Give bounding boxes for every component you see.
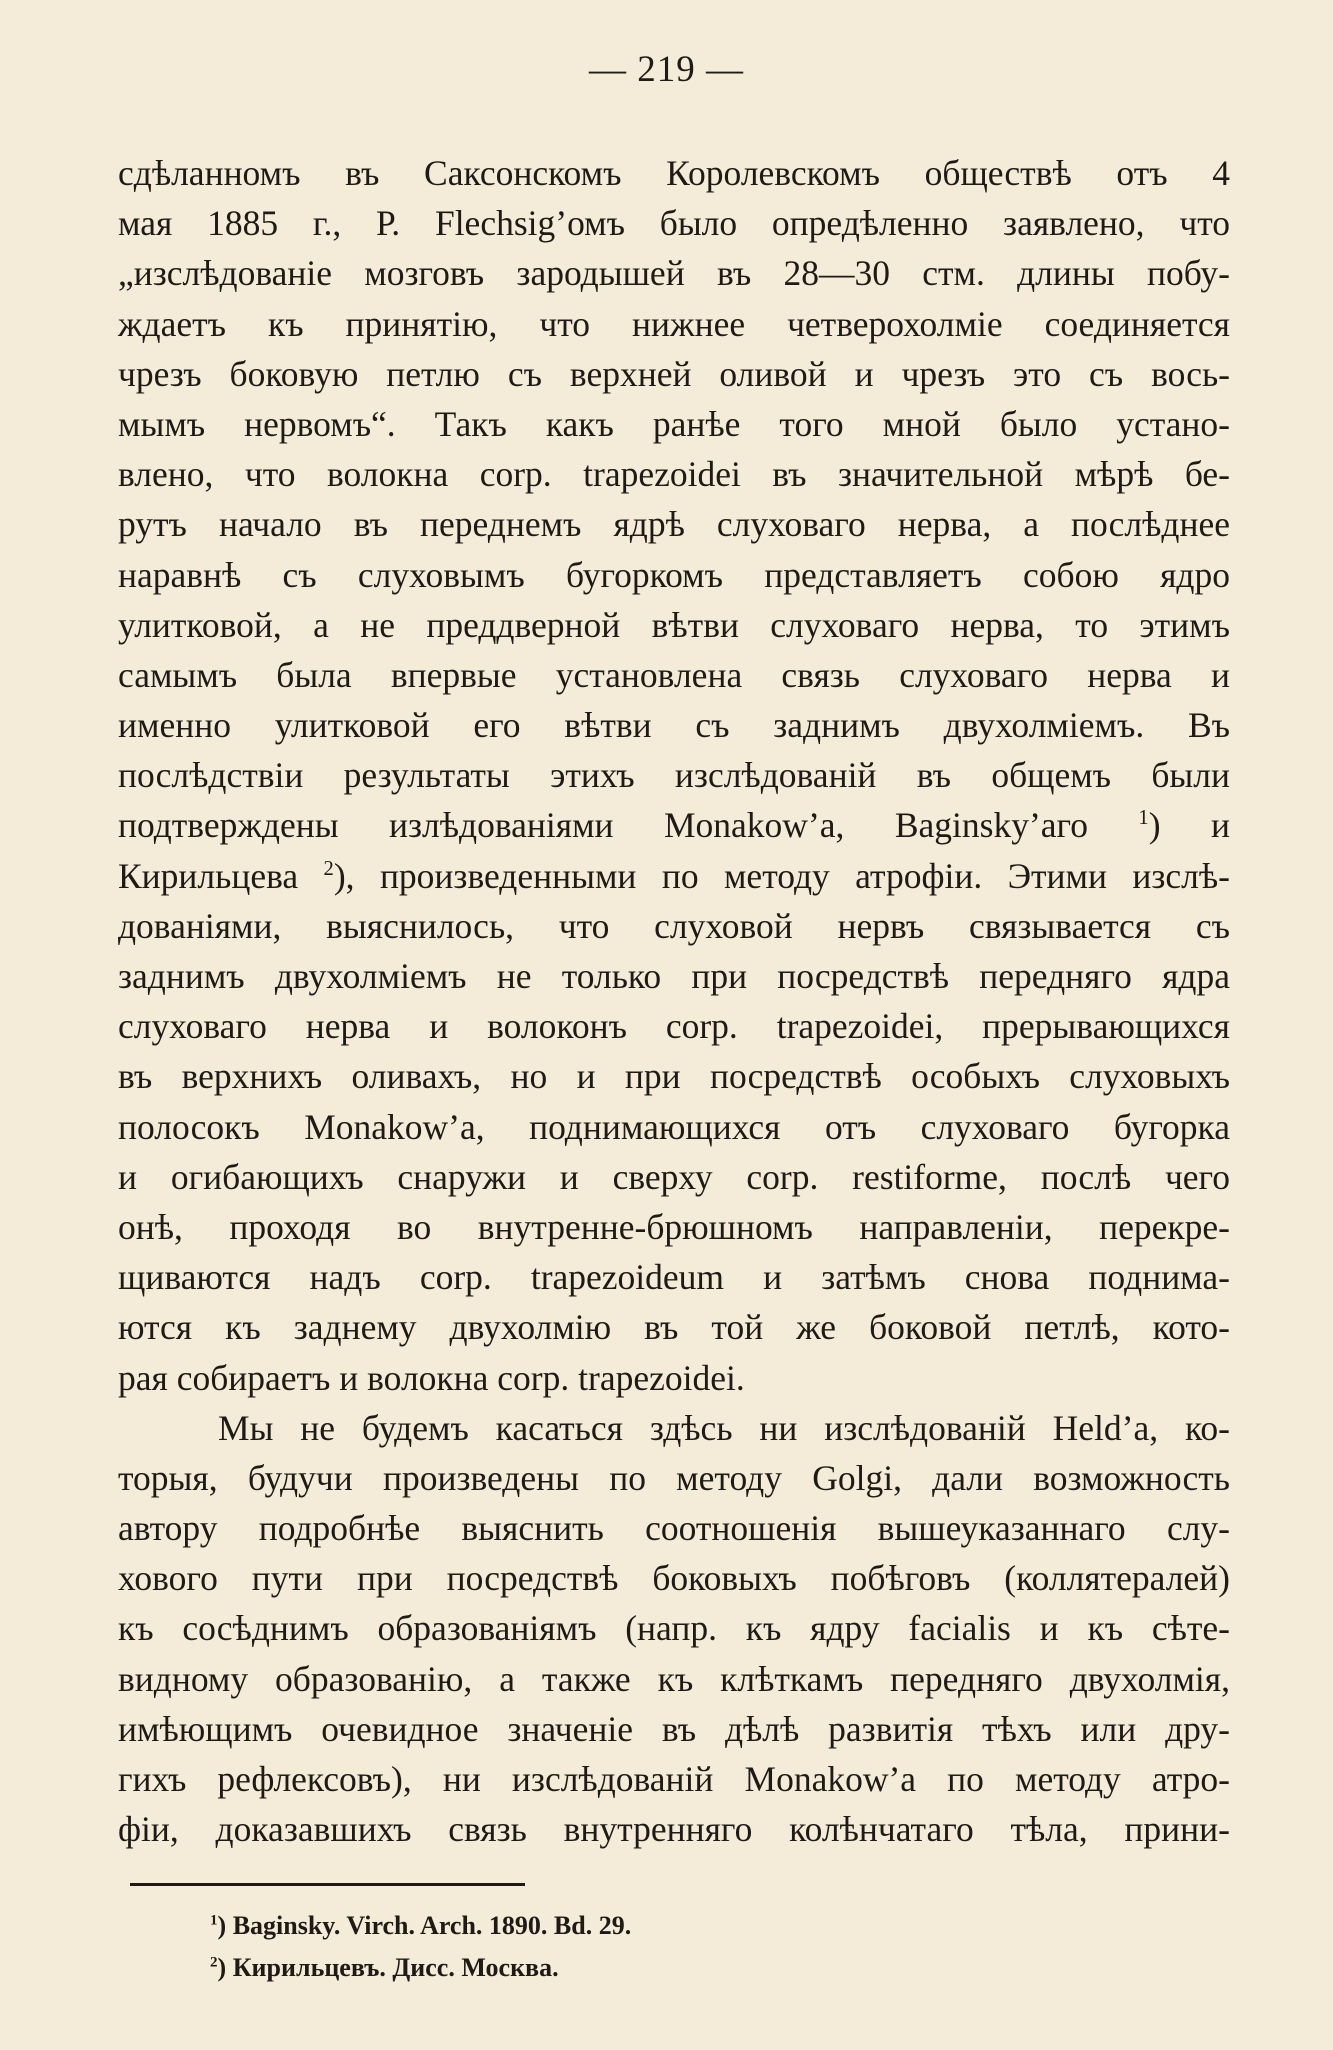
text-line: въ верхнихъ оливахъ, но и при посредствѣ особыхъ слуховыхъ <box>118 1056 1230 1097</box>
page-number: — 219 — <box>589 49 744 90</box>
footnote-text: ) Кирильцевъ. Дисс. Москва. <box>217 1953 559 1982</box>
text-line: гихъ рефлексовъ), ни изслѣдованій Monakow’a по методу атро- <box>118 1759 1230 1799</box>
text-line: ждаетъ къ принятію, что нижнее четверохолміе соединяется <box>118 303 1230 344</box>
text-line: самымъ была впервые установлена связь слуховаго нерва и <box>118 654 1230 695</box>
paragraph-start-line: Мы не будемъ касаться здѣсь ни изслѣдованій Held’a, ко- <box>218 1407 1230 1448</box>
text-line: полосокъ Monakow’a, поднимающихся отъ слуховаго бугорка <box>118 1106 1230 1147</box>
footnote-ref-1[interactable]: 1 <box>1138 807 1149 830</box>
text-line: имѣющимъ очевидное значеніе въ дѣлѣ развитія тѣхъ или дру- <box>118 1708 1230 1749</box>
text-line: и огибающихъ снаружи и сверху corp. restiforme, послѣ чего <box>118 1156 1230 1197</box>
text-line: хового пути при посредствѣ боковыхъ побѣговъ (коллятералей) <box>118 1558 1230 1599</box>
text-segment: ) и <box>1148 805 1230 846</box>
footnote-2 <box>210 1947 631 1989</box>
text-line: наравнѣ съ слуховымъ бугоркомъ представляетъ собою ядро <box>118 554 1230 595</box>
text-line: щиваются надъ corp. trapezoideum и затѣмъ снова поднима- <box>118 1257 1230 1298</box>
text-line: чрезъ боковую петлю съ верхней оливой и чрезъ это съ вось- <box>118 353 1230 394</box>
footnote-marker: 1 <box>210 1912 218 1929</box>
footnote-text: ) Baginsky. Virch. Arch. 1890. Bd. 29. <box>217 1911 632 1940</box>
paragraph-end-line: рая собираетъ и волокна corp. trapezoidei. <box>118 1357 745 1398</box>
text-line: мымъ нервомъ“. Такъ какъ ранѣе того мной было устано- <box>118 403 1230 444</box>
text-line-with-footnote <box>118 800 1230 850</box>
text-segment: Кирильцева <box>118 855 299 896</box>
footnote-marker: 2 <box>210 1954 218 1971</box>
text-segment: ), произведенными по методу атрофіи. Этими изслѣ- <box>333 855 1230 896</box>
text-line: ются къ заднему двухолмію въ той же боковой петлѣ, кото- <box>118 1307 1230 1348</box>
footnotes <box>210 1905 631 1989</box>
text-line: сдѣланномъ въ Саксонскомъ Королевскомъ обществѣ отъ 4 <box>118 153 1230 193</box>
text-line-with-footnote <box>118 851 1230 901</box>
footnote-1 <box>210 1905 631 1947</box>
text-line: именно улитковой его вѣтви съ заднимъ двухолміемъ. Въ <box>118 705 1230 746</box>
text-line: послѣдствіи результаты этихъ изслѣдованій въ общемъ были <box>118 755 1230 796</box>
text-line: онѣ, проходя во внутренне-брюшномъ направленіи, перекре- <box>118 1206 1230 1247</box>
text-line: автору подробнѣе выяснить соотношенія вышеуказаннаго слу- <box>118 1508 1230 1549</box>
text-line: видному образованію, а также къ клѣткамъ передняго двухолмія, <box>118 1658 1230 1699</box>
text-line: заднимъ двухолміемъ не только при посредствѣ передняго ядра <box>118 956 1230 996</box>
text-line: улитковой, а не преддверной вѣтви слуховаго нерва, то этимъ <box>118 604 1230 645</box>
footnote-ref-2[interactable]: 2 <box>323 857 334 880</box>
text-segment: подтверждены излѣдованіями Monakow’a, Baginsky’аго <box>118 805 1088 846</box>
text-line: мая 1885 г., Р. Flechsig’омъ было опредѣленно заявлено, что <box>118 203 1230 244</box>
body-text <box>118 148 1230 1854</box>
footnote-separator <box>130 1883 525 1886</box>
text-line: торыя, будучи произведены по методу Golgi, дали возможность <box>118 1457 1230 1498</box>
text-line: къ сосѣднимъ образованіямъ (напр. къ ядру facialis и къ сѣте- <box>118 1608 1230 1649</box>
text-line: слуховаго нерва и волоконъ corp. trapezoidei, прерывающихся <box>118 1006 1230 1047</box>
text-line: дованіями, выяснилось, что слуховой нервъ связывается съ <box>118 905 1230 946</box>
text-line: фіи, доказавшихъ связь внутренняго колѣнчатаго тѣла, прини- <box>118 1809 1230 1850</box>
text-line: „изслѣдованіе мозговъ зародышей въ 28—30 стм. длины побу- <box>118 253 1230 294</box>
text-line: рутъ начало въ переднемъ ядрѣ слуховаго нерва, а послѣднее <box>118 504 1230 545</box>
text-line: влено, что волокна corp. trapezoidei въ значительной мѣрѣ бе- <box>118 454 1230 495</box>
